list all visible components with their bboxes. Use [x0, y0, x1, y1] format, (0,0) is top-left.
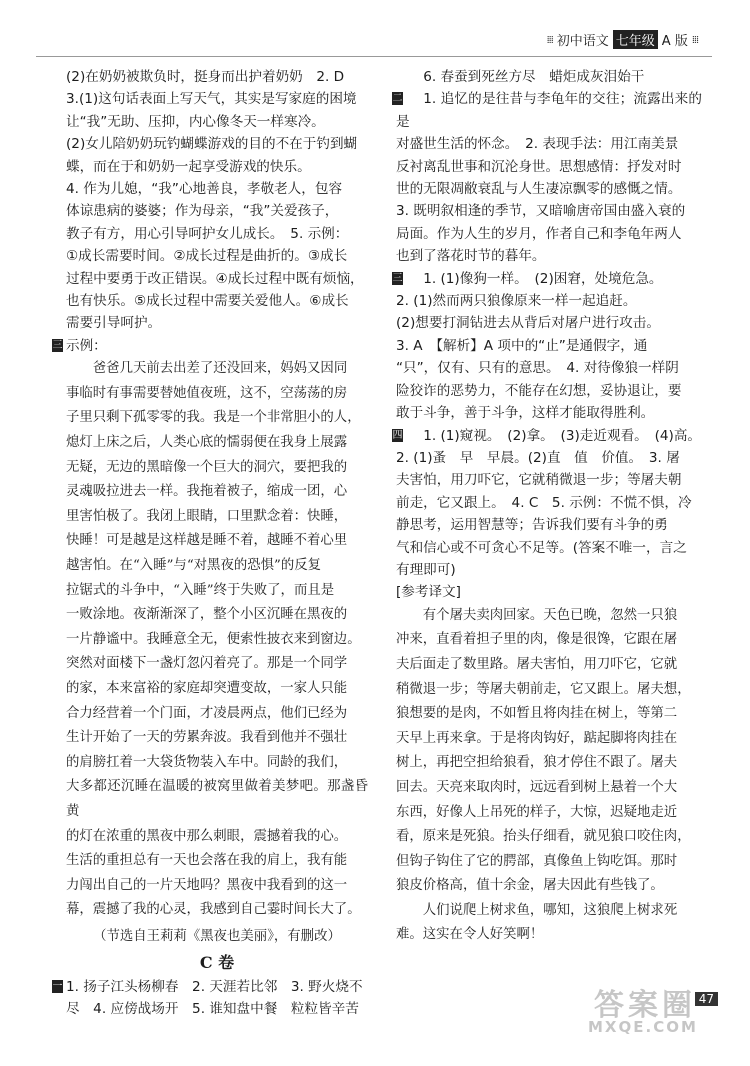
- answer-line: “只”，仅有、只有的意思。 4. 对待像狼一样阴: [396, 360, 679, 377]
- page-number: 47: [695, 992, 718, 1006]
- answer-line: 静思考，运用智慧等；告诉我们要有斗争的勇: [396, 517, 668, 534]
- answer-line: 1. 扬子江头杨柳春 2. 天涯若比邻 3. 野火烧不: [66, 978, 363, 995]
- translation-line: 夫后面走了数里路。屠夫害怕，用刀吓它，它就: [396, 656, 678, 672]
- watermark-url: MXQE.COM: [588, 1018, 698, 1036]
- answer-line: 有理即可): [396, 561, 456, 578]
- sample-essay: [66, 357, 368, 949]
- essay-line: 的肩膀扛着一大袋货物装入车中。同龄的我们，: [66, 754, 348, 770]
- essay-source: （节选自王莉莉《黑夜也美丽》，有删改）: [93, 928, 341, 944]
- essay-line: 爸爸几天前去出差了还没回来，妈妈又因同: [92, 361, 348, 377]
- section-marker: 一: [52, 980, 63, 992]
- watermark: [584, 980, 734, 1038]
- translation-line: 冲来，直看着担子里的肉，像是很馋，它跟在屠: [396, 632, 678, 648]
- right-column: [392, 66, 702, 948]
- answer-line: 世的无限凋敝衰乱与人生凄凉飘零的感慨之情。: [396, 181, 682, 198]
- essay-line: 一片静谧中。我睡意全无，便索性披衣来到窗边。: [66, 631, 361, 647]
- answer-line: 需要引导呵护。: [66, 315, 162, 332]
- answer-line: 1. 追忆的是往昔与李龟年的交往；流露出来的是: [396, 91, 702, 130]
- essay-line: 合力经营着一个门面，才凌晨两点，他们已经为: [66, 705, 348, 721]
- answer-line: 3. 既明叙相逢的季节，又暗喻唐帝国由盛入衰的: [396, 203, 686, 220]
- section-two: [392, 88, 702, 267]
- answer-line: 3. A 【解析】A 项中的“止”是通假字，通: [396, 337, 648, 354]
- essay-line: 无疑，无边的黑暗像一个巨大的洞穴，要把我的: [66, 459, 348, 475]
- essay-line: 里害怕极了。我闭上眼睛，口里默念着：快睡，: [66, 508, 348, 524]
- translation-line: 稍微退一步；等屠夫朝前走，它又跟上。屠夫想，: [396, 681, 691, 697]
- translation-line: 回去。天亮来取肉时，远远看到树上悬着一个大: [396, 779, 678, 795]
- reference-translation: [396, 604, 702, 948]
- answer-line: 尽 4. 应傍战场开 5. 谁知盘中餐 粒粒皆辛苦: [66, 1000, 359, 1017]
- essay-line: 拉锯式的斗争中，“入睡”终于失败了，而且是: [66, 582, 335, 598]
- essay-line: 灵魂吸拉进去一样。我拖着被子，缩成一团，心: [66, 484, 348, 500]
- answer-line: 1. (1)像狗一样。 (2)困窘，处境危急。: [423, 270, 663, 287]
- answer-line: 前走，它又跟上。 4. C 5. 示例：不慌不惧，冷: [396, 494, 692, 511]
- answer-line: 让“我”无助、压抑，内心像冬天一样寒冷。: [66, 113, 325, 130]
- answer-line: 过程中要勇于改正错误。④成长过程中既有烦恼，: [66, 270, 364, 287]
- essay-line: 一败涂地。夜渐渐深了，整个小区沉睡在黑夜的: [66, 607, 348, 623]
- translation-line: 人们说爬上树求鱼，哪知，这狼爬上树求死: [422, 902, 678, 918]
- answer-line: 险狡诈的恶势力，不能存在幻想，妥协退让，要: [396, 382, 682, 399]
- answer-line: 局面。作为人生的岁月，作者自己和李龟年两人: [396, 225, 682, 242]
- page-header: [547, 30, 698, 49]
- translation-line: 狼皮价格高，值十余金，屠夫因此有些钱了。: [396, 878, 664, 894]
- essay-line: 生计开始了一天的劳累奔波。我看到他并不强壮: [66, 730, 348, 746]
- answer-line: ①成长需要时间。②成长过程是曲折的。③成长: [66, 248, 348, 265]
- section-marker: 三: [392, 272, 403, 284]
- answer-line: (2)女儿陪奶奶玩钓蝴蝶游戏的目的不在于钓到蝴: [66, 136, 358, 153]
- answers-block-b: [66, 66, 368, 335]
- essay-line: 力闯出自己的一片天地吗？黑夜中我看到的这一: [66, 877, 348, 893]
- essay-line: 幕，震撼了我的心灵，我感到自己霎时间长大了。: [66, 902, 361, 918]
- answer-line: 气和信心或不可贪心不足等。(答案不唯一，言之: [396, 539, 687, 556]
- answer-line: (2)想要打洞钻进去从背后对屠户进行攻击。: [396, 315, 660, 332]
- answer-line: 也到了落花时节的暮年。: [396, 248, 546, 265]
- section-marker: 四: [392, 429, 403, 441]
- essay-line: 突然对面楼下一盏灯忽闪着亮了。那是一个同学: [66, 656, 348, 672]
- answer-line: 体谅患病的婆婆；作为母亲，“我”关爱孩子，: [66, 203, 339, 220]
- answer-line: 6. 春蚕到死丝方尽 蜡炬成灰泪始干: [423, 69, 645, 85]
- left-column: [52, 66, 368, 1020]
- essay-line: 快睡！可是越是这样越是睡不着，越睡不着心里: [66, 533, 348, 549]
- essay-line: 的家，本来富裕的家庭却突遭变故，一家人只能: [66, 681, 348, 696]
- watermark-logo: 答案圈: [594, 988, 696, 1023]
- section-marker: 二: [392, 93, 403, 105]
- section-label: 示例：: [66, 337, 107, 354]
- c-section-one: [52, 976, 368, 1021]
- essay-line: 大多都还沉睡在温暖的被窝里做着美梦吧。那盏昏黄: [66, 779, 368, 819]
- translation-line: 有个屠夫卖肉回家。天色已晚，忽然一只狼: [422, 607, 678, 623]
- translation-line: 树上，再把空担给狼看，狼才停住不跟了。屠夫: [396, 755, 678, 771]
- translation-line: 狼想要的是肉，不如暂且将肉挂在树上，等第二: [396, 706, 678, 722]
- answer-line: (2)在奶奶被欺负时，挺身而出护着奶奶 2. D: [66, 69, 345, 85]
- answer-line: 1. (1)窥视。 (2)拿。 (3)走近观看。 (4)高。: [423, 427, 702, 444]
- header-subject: 初中语文: [556, 34, 609, 49]
- essay-line: 越害怕。在“入睡”与“对黑夜的恐惧”的反复: [66, 558, 322, 574]
- dots-decoration: ⁞⁞⁞: [691, 33, 698, 46]
- answer-line: 反衬离乱世事和沉沦身世。思想感情：抒发对时: [396, 158, 682, 175]
- dots-decoration: ⁞⁞⁞: [546, 33, 553, 46]
- reference-label: [参考译文]: [396, 584, 461, 601]
- answer-line: 也有快乐。⑤成长过程中需要关爱他人。⑥成长: [66, 293, 349, 310]
- answer-line: 蝶，而在于和奶奶一起享受游戏的快乐。: [66, 158, 311, 175]
- essay-line: 熄灯上床之后，人类心底的懦弱便在我身上展露: [66, 435, 348, 451]
- essay-line: 事临时有事需要替她值夜班，这不，空荡荡的房: [66, 385, 348, 401]
- header-grade: 七年级: [613, 30, 658, 49]
- answer-line: 夫害怕，用刀吓它，它就稍微退一步；等屠夫朝: [396, 472, 682, 489]
- header-edition: A 版: [661, 34, 688, 49]
- answer-line: 敢于斗争，善于斗争，这样才能取得胜利。: [396, 405, 655, 422]
- answer-line: 3.(1)这句话表面上写天气，其实是写家庭的困境: [66, 91, 357, 108]
- section-three-right: [392, 268, 702, 425]
- answer-line: 2. (1)蚤 早 早晨。(2)直 值 价值。 3. 屠: [396, 449, 680, 466]
- translation-line: 天早上再来拿。于是将肉钩好，踮起脚将肉挂在: [396, 730, 678, 746]
- translation-line: 但钩子钩住了它的腭部，真像鱼上钩吃饵。那时: [396, 853, 678, 869]
- translation-line: 难。这实在令人好笑啊！: [396, 927, 544, 943]
- answer-line: 4. 作为儿媳，“我”心地善良，孝敬老人，包容: [66, 181, 343, 198]
- answer-line: 2. (1)然而两只狼像原来一样一起追赶。: [396, 293, 637, 310]
- answer-line: 对盛世生活的怀念。 2. 表现手法：用江南美景: [396, 136, 679, 153]
- essay-line: 生活的重担总有一天也会落在我的肩上，我有能: [66, 853, 348, 869]
- section-marker: 三: [52, 339, 63, 351]
- essay-line: 的灯在浓重的黑夜中那么刺眼，震撼着我的心。: [66, 828, 348, 844]
- section-four: [392, 425, 702, 582]
- answer-line: 教子有方，用心引导呵护女儿成长。 5. 示例：: [66, 225, 349, 242]
- translation-line: 东西，好像人上吊死的样子，大惊，迟疑地走近: [396, 804, 678, 820]
- c-volume-title: C 卷: [199, 952, 235, 972]
- section-three: [52, 335, 368, 357]
- translation-line: 看，原来是死狼。抬头仔细看，就见狼口咬住肉，: [396, 829, 691, 845]
- header-divider: [36, 56, 712, 57]
- essay-line: 子里只剩下孤零零的我。我是一个非常胆小的人，: [66, 410, 361, 426]
